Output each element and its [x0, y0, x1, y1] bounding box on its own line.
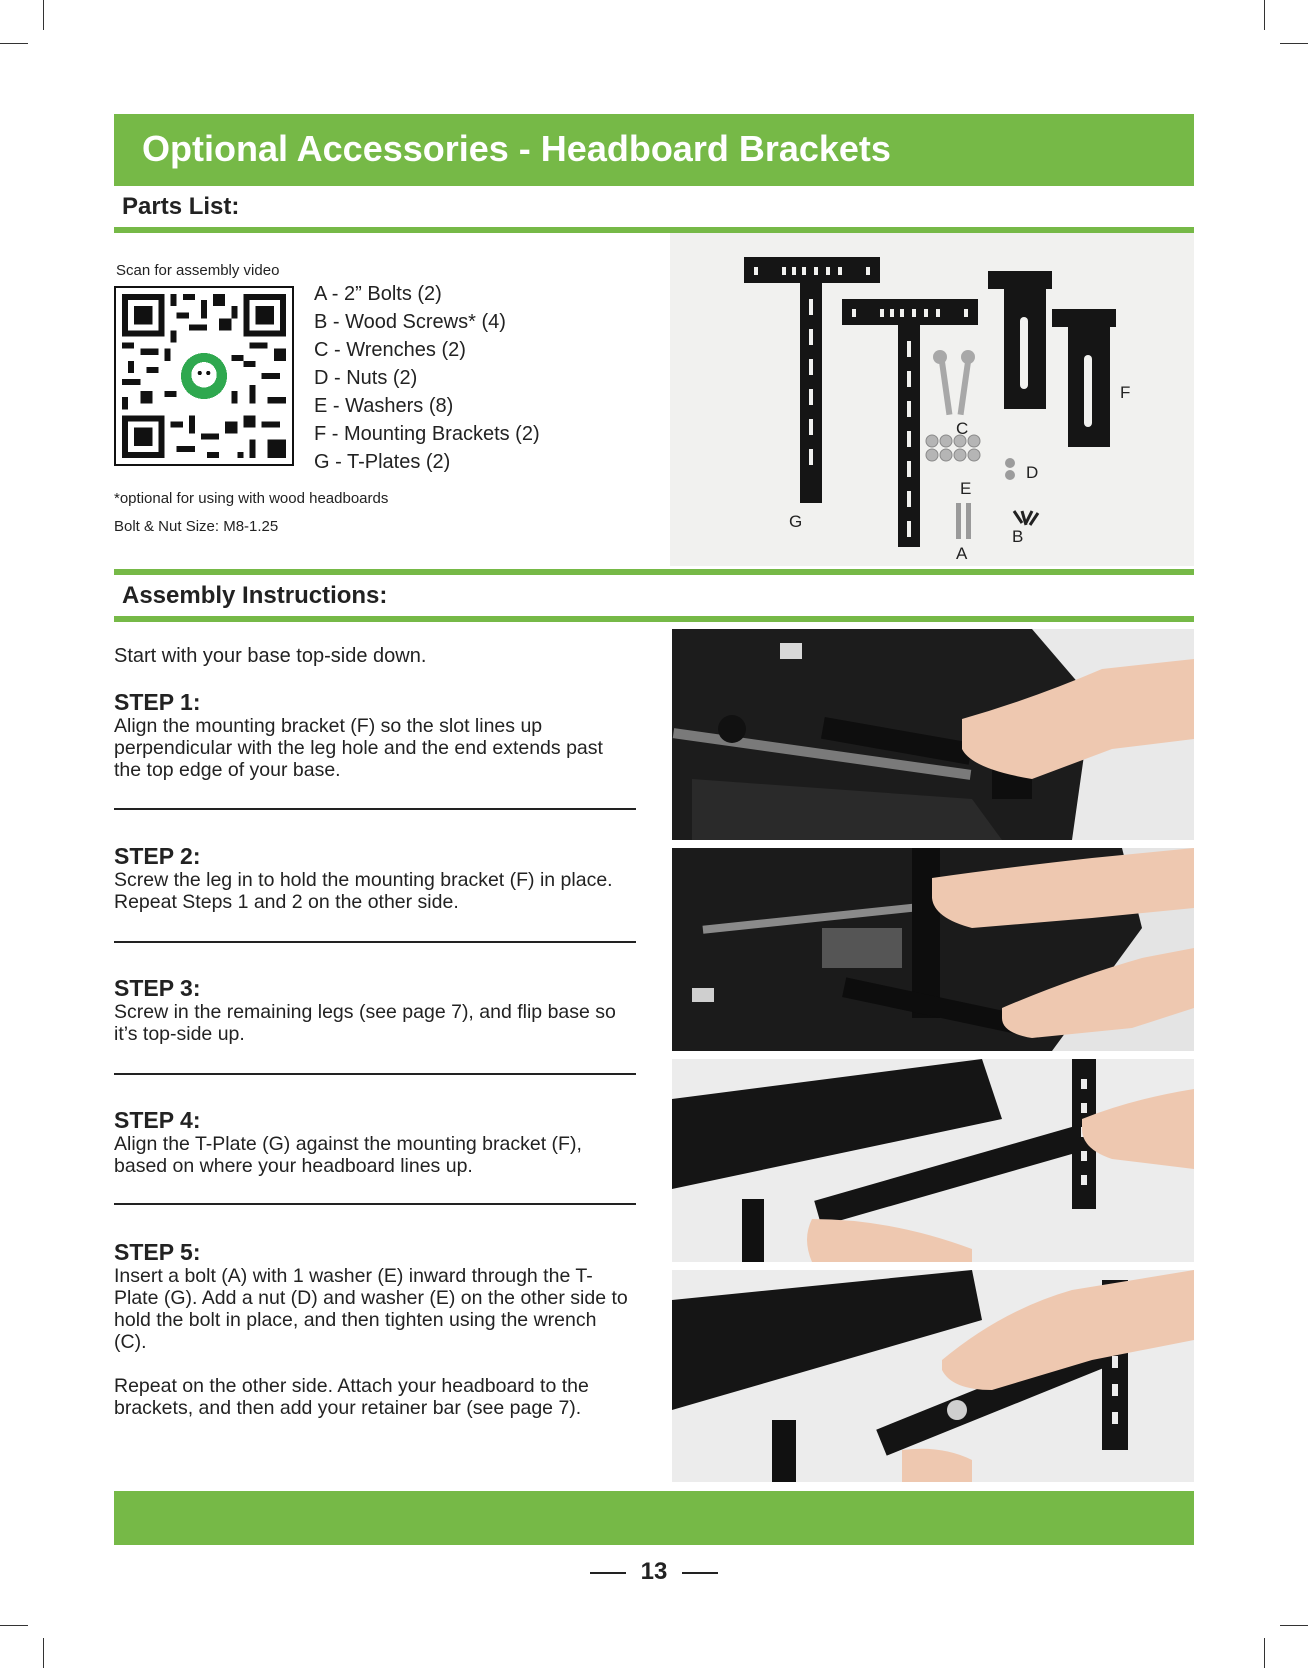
- step-text: Align the mounting bracket (F) so the slot lines up perpendicular with the leg hole and the end extends past the top edge of your base.: [114, 715, 603, 781]
- crop-mark: [43, 0, 44, 30]
- step-2: [114, 843, 634, 913]
- assembly-heading: Assembly Instructions:: [122, 582, 388, 609]
- wood-screw-footnote: *optional for using with wood headboards: [114, 490, 389, 507]
- page-number: 13: [640, 1558, 668, 1585]
- step-divider: [114, 1203, 636, 1205]
- photo-label-d: D: [1026, 463, 1039, 482]
- parts-list-item: B - Wood Screws* (4): [314, 311, 506, 333]
- step-text: Screw in the remaining legs (see page 7), and flip base so it’s top-side up.: [114, 1001, 616, 1045]
- photo-label-e: E: [960, 479, 972, 498]
- step-2-photo: [672, 848, 1194, 1051]
- page-title: Optional Accessories - Headboard Brackets: [142, 128, 891, 169]
- photo-label-a: A: [956, 544, 968, 563]
- step-title: STEP 4:: [114, 1107, 201, 1133]
- step-1: [114, 689, 634, 781]
- parts-list-item: D - Nuts (2): [314, 367, 418, 389]
- assembly-video-qr-code[interactable]: [114, 286, 294, 466]
- step-text: Repeat on the other side. Attach your headboard to the brackets, and then add your retainer bar (see page 7).: [114, 1375, 589, 1419]
- parts-list-item: G - T-Plates (2): [314, 451, 451, 473]
- step-3: [114, 975, 634, 1045]
- photo-label-f: F: [1120, 383, 1131, 402]
- title-banner: [114, 114, 1194, 186]
- step-4: [114, 1107, 634, 1177]
- assembly-intro: Start with your base top-side down.: [114, 645, 427, 667]
- parts-illustration: [670, 233, 1194, 566]
- step-4-photo: [672, 1059, 1194, 1262]
- step-divider: [114, 941, 636, 943]
- parts-list-item: F - Mounting Brackets (2): [314, 423, 540, 445]
- parts-list-item: E - Washers (8): [314, 395, 454, 417]
- section-divider: [114, 569, 1194, 575]
- crop-mark: [43, 1638, 44, 1668]
- step-text: Align the T-Plate (G) against the mounting bracket (F), based on where your headboard lines up.: [114, 1133, 582, 1177]
- photo-label-g: G: [789, 512, 803, 531]
- step-title: STEP 2:: [114, 843, 201, 869]
- parts-list-heading: Parts List:: [122, 193, 240, 220]
- step-5-photo: [672, 1270, 1194, 1482]
- step-divider: [114, 808, 636, 810]
- section-divider: [114, 616, 1194, 622]
- crop-mark: [1280, 43, 1308, 44]
- crop-mark: [1280, 1625, 1308, 1626]
- parts-list-item: C - Wrenches (2): [314, 339, 466, 361]
- page-number-rule: [682, 1572, 718, 1574]
- step-5: [114, 1239, 634, 1419]
- step-title: STEP 1:: [114, 689, 201, 715]
- crop-mark: [0, 1625, 28, 1626]
- photo-label-c: C: [956, 419, 969, 438]
- qr-caption: Scan for assembly video: [116, 262, 280, 279]
- step-divider: [114, 1073, 636, 1075]
- parts-list-item: A - 2” Bolts (2): [314, 283, 442, 305]
- step-title: STEP 3:: [114, 975, 201, 1001]
- photo-label-b: B: [1012, 527, 1024, 546]
- step-1-photo: [672, 629, 1194, 840]
- crop-mark: [1264, 1638, 1265, 1668]
- footer-bar: [114, 1491, 1194, 1545]
- parts-photo: [670, 233, 1194, 566]
- step-text: Screw the leg in to hold the mounting bracket (F) in place. Repeat Steps 1 and 2 on the other side.: [114, 869, 613, 913]
- step-title: STEP 5:: [114, 1239, 201, 1265]
- crop-mark: [0, 43, 28, 44]
- crop-mark: [1264, 0, 1265, 30]
- parts-list: [314, 280, 540, 476]
- bolt-size-note: Bolt & Nut Size: M8-1.25: [114, 518, 279, 535]
- step-text: Insert a bolt (A) with 1 washer (E) inward through the T-Plate (G). Add a nut (D) and washer (E) on the other side to hold the bolt in place, and then tighten using the wrench (C).: [114, 1265, 628, 1353]
